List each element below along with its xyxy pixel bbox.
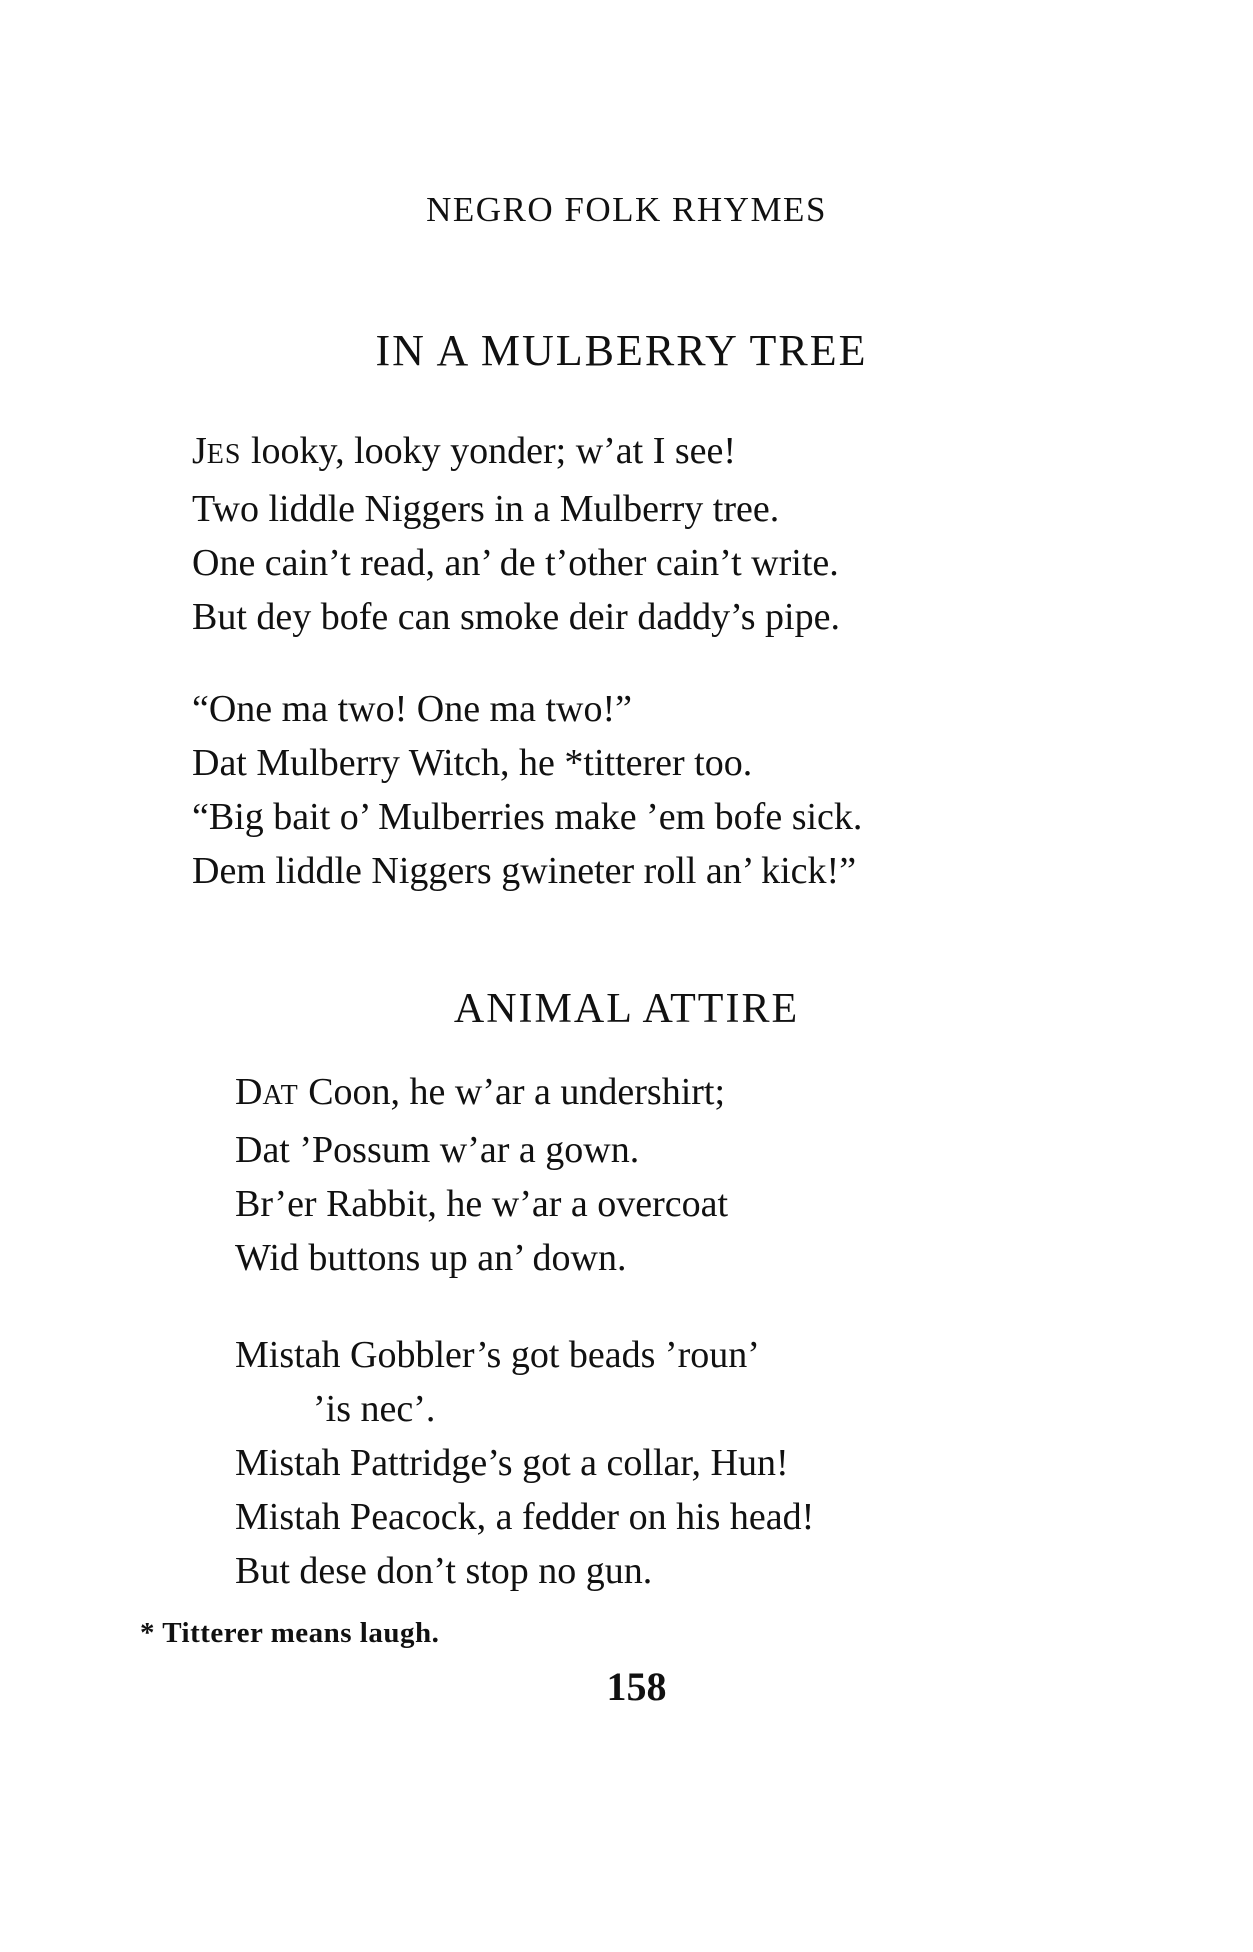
poem-line xyxy=(235,1065,728,1123)
poem-line: Mistah Pattridge’s got a collar, Hun! xyxy=(235,1442,789,1484)
footnote: * Titterer means laugh. xyxy=(140,1617,440,1649)
poem-line: “One ma two! One ma two!” xyxy=(192,688,633,730)
poem-line: But dese don’t stop no gun. xyxy=(235,1550,653,1592)
drop-initial: D xyxy=(235,1071,263,1113)
poem-line-continuation: ’is nec’. xyxy=(313,1388,436,1430)
poem-line: “Big bait o’ Mulberries make ’em bofe sick. xyxy=(192,796,863,838)
poem-line: Br’er Rabbit, he w’ar a overcoat xyxy=(235,1183,729,1225)
poem-line xyxy=(192,424,840,482)
poem-line: Mistah Peacock, a fedder on his head! xyxy=(235,1496,815,1538)
poem-line: Dat Mulberry Witch, he *titterer too. xyxy=(192,742,753,784)
poem-line: Mistah Gobbler’s got beads ’roun’ xyxy=(235,1334,760,1376)
running-head: NEGRO FOLK RHYMES xyxy=(426,190,827,229)
line-text: Coon, he w’ar a undershirt; xyxy=(298,1071,726,1113)
stanza-1 xyxy=(192,424,840,644)
stanza-2 xyxy=(192,682,862,898)
stanza-3 xyxy=(235,1065,728,1285)
small-caps-text: ES xyxy=(206,439,242,470)
poem-line: Wid buttons up an’ down. xyxy=(235,1237,627,1279)
poem-line: One cain’t read, an’ de t’other cain’t write. xyxy=(192,542,839,584)
poem-line: Dat ’Possum w’ar a gown. xyxy=(235,1129,640,1171)
stanza-4 xyxy=(235,1328,814,1598)
poem-line: But dey bofe can smoke deir daddy’s pipe. xyxy=(192,596,840,638)
poem-title-animal-attire: ANIMAL ATTIRE xyxy=(453,986,800,1032)
poem-title-mulberry-tree: IN A MULBERRY TREE xyxy=(375,326,868,375)
small-caps-text: AT xyxy=(262,1080,299,1111)
page-number: 158 xyxy=(606,1664,667,1709)
poem-line: Dem liddle Niggers gwineter roll an’ kick!” xyxy=(192,850,857,892)
poem-line: Two liddle Niggers in a Mulberry tree. xyxy=(192,488,780,530)
line-text: looky, looky yonder; w’at I see! xyxy=(241,430,737,472)
drop-initial: J xyxy=(192,430,207,472)
